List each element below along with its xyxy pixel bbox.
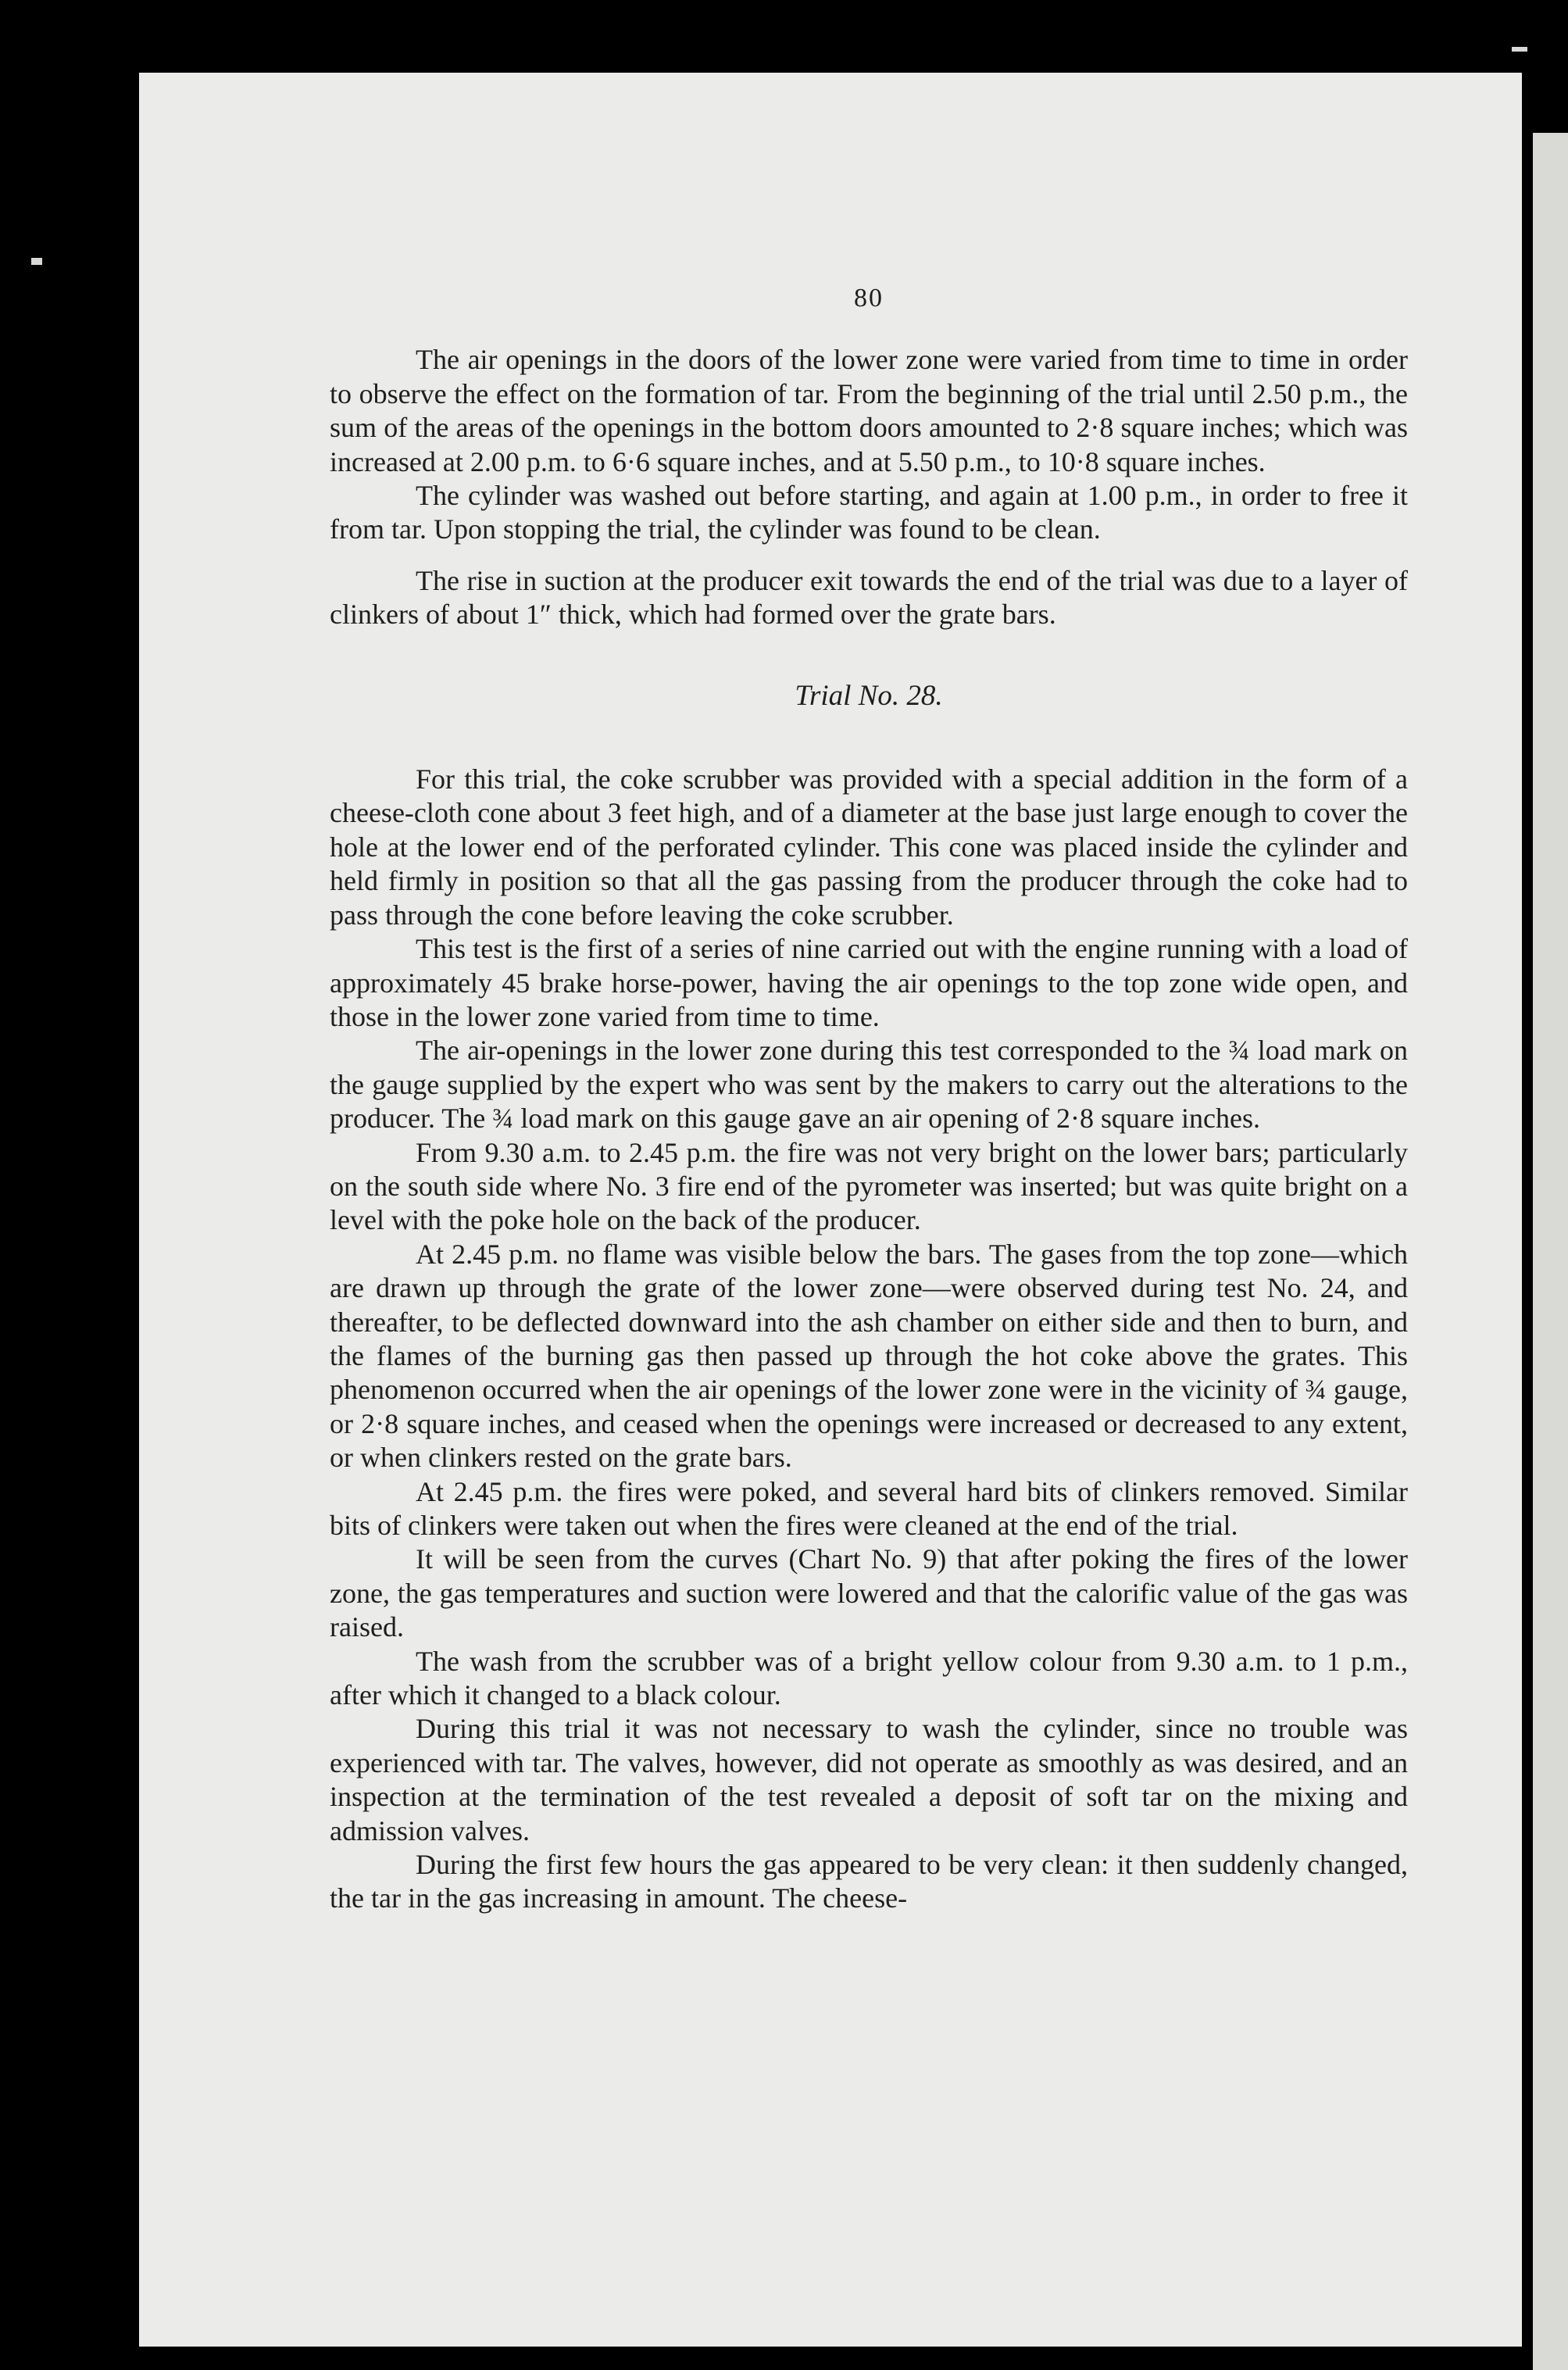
paragraph: This test is the first of a series of nine carried out with the engine running with a load of approximately 45 brake horse-power, having the air openings to the top zone wide open, and those in the lower zone varied from time to time. xyxy=(330,933,1408,1032)
page-number: 80 xyxy=(854,284,884,313)
paragraph: At 2.45 p.m. the fires were poked, and several hard bits of clinkers removed. Similar bits of clinkers were taken out when the fires were cleaned at the end of the trial. xyxy=(330,1475,1408,1541)
paragraph: For this trial, the coke scrubber was provided with a special addition in the form of a cheese-cloth cone about 3 feet high, and of a diameter at the base just large enough to cover the hole at the lower end of the perforated cylinder. This cone was placed inside the cylinder and held firmly in position so that all the gas passing from the producer through the coke had to pass through the cone before leaving the coke scrubber. xyxy=(330,763,1408,931)
section-heading: Trial No. 28. xyxy=(795,679,943,712)
paragraph: The air-openings in the lower zone during this test corresponded to the ¾ load mark on the gauge supplied by the expert who was sent by the makers to carry out the alterations to the producer. The ¾ load mark on this gauge gave an air opening of 2·8 square inches. xyxy=(330,1035,1408,1135)
paragraph: The cylinder was washed out before starting, and again at 1.00 p.m., in order to free it from tar. Upon stopping the trial, the cylinder was found to be clean. xyxy=(330,480,1408,545)
scan-speck xyxy=(1512,47,1527,52)
paragraph: The rise in suction at the producer exit towards the end of the trial was due to a layer of clinkers of about 1″ thick, which had formed over the grate bars. xyxy=(330,564,1408,631)
paragraph: During the first few hours the gas appeared to be very clean: it then suddenly changed, the tar in the gas increasing in amount. The cheese- xyxy=(330,1849,1408,1914)
paragraph: During this trial it was not necessary to wash the cylinder, since no trouble was experienced with tar. The valves, however, did not operate as smoothly as was desired, and an inspection at the termination of the test revealed a deposit of soft tar on the mixing and admission valves. xyxy=(330,1713,1408,1846)
page-text xyxy=(330,281,1408,1916)
paragraph: The wash from the scrubber was of a bright yellow colour from 9.30 a.m. to 1 p.m., after which it changed to a black colour. xyxy=(330,1645,1408,1711)
paragraph: The air openings in the doors of the lower zone were varied from time to time in order to observe the effect on the formation of tar. From the beginning of the trial until 2.50 p.m., the sum of the areas of the openings in the bottom doors amounted to 2·8 square inches; which was increased at 2.00 p.m. to 6·6 square inches, and at 5.50 p.m., to 10·8 square inches. xyxy=(330,344,1408,477)
paragraph: It will be seen from the curves (Chart No. 9) that after poking the fires of the lower zone, the gas temperatures and suction were lowered and that the calorific value of the gas was raised. xyxy=(330,1543,1408,1643)
paragraph: From 9.30 a.m. to 2.45 p.m. the fire was not very bright on the lower bars; particularly on the south side where No. 3 fire end of the pyrometer was inserted; but was quite bright on a level with the poke hole on the back of the producer. xyxy=(330,1136,1408,1236)
paragraph: At 2.45 p.m. no flame was visible below the bars. The gases from the top zone—which are drawn up through the grate of the lower zone—were observed during test No. 24, and thereafter, to be deflected downward into the ash chamber on either side and then to burn, and the flames of the burning gas then passed up through the hot coke above the grates. This phenomenon occurred when the air openings of the lower zone were in the vicinity of ¾ gauge, or 2·8 square inches, and ceased when the openings were increased or decreased to any extent, or when clinkers rested on the grate bars. xyxy=(330,1238,1408,1474)
adjacent-page-edge xyxy=(1533,133,1568,2370)
scan-speck xyxy=(31,258,42,265)
